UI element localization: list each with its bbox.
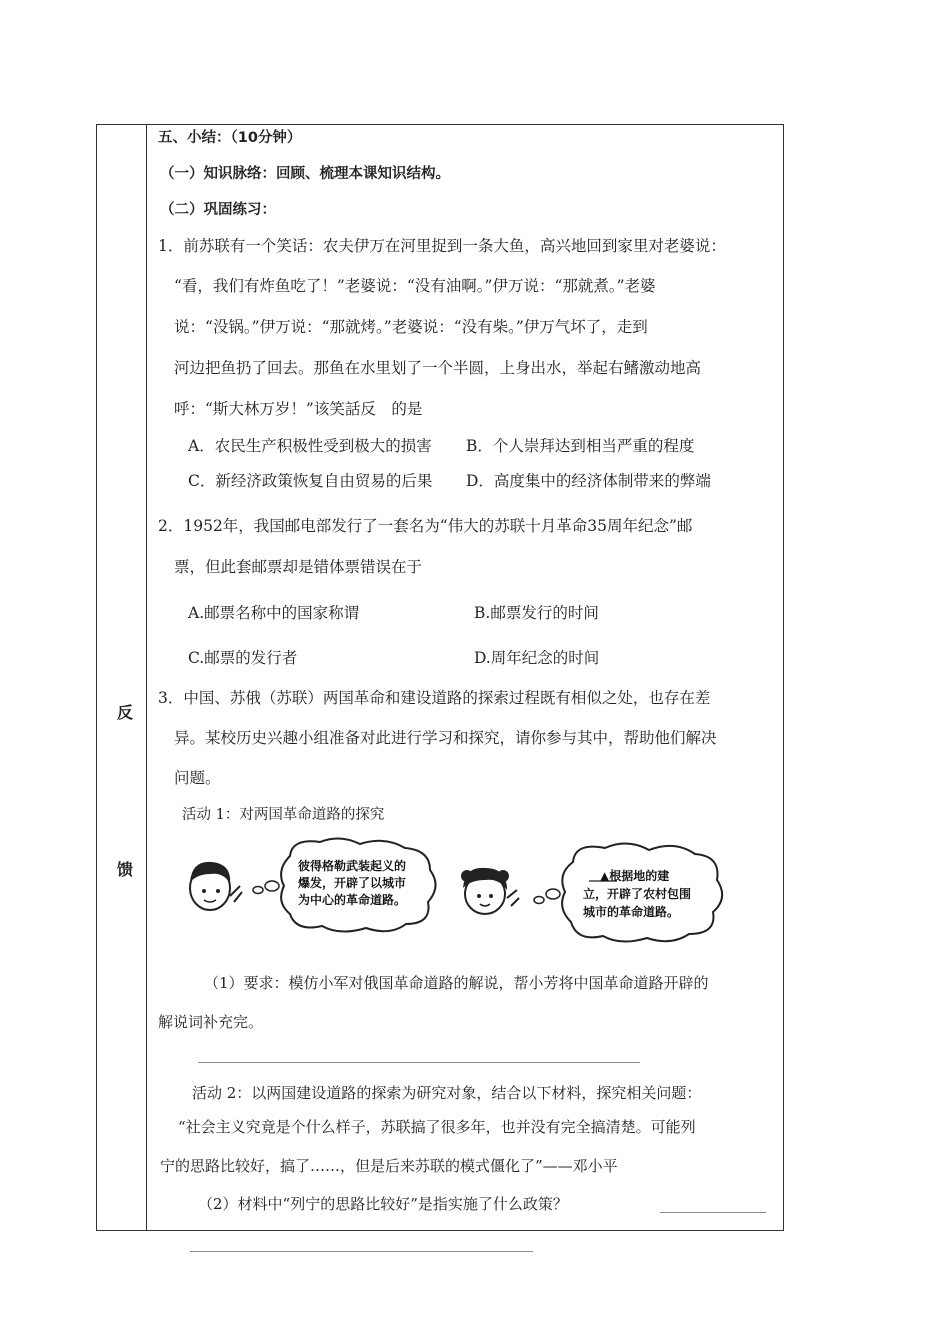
q3-line-1: 3．中国、苏俄（苏联）两国革命和建设道路的探索过程既有相似之处，也存在差	[158, 689, 711, 707]
bubble-2-line-3: 城市的革命道路。	[583, 905, 680, 919]
side-label-kui: 馈	[116, 860, 133, 879]
q1-option-c: C．新经济政策恢复自由贸易的后果	[188, 472, 433, 490]
q2-line-2: 票，但此套邮票却是错体票错误在于	[174, 558, 423, 576]
q1-option-b: B．个人崇拜达到相当严重的程度	[466, 437, 695, 455]
q1-line-1: 1．前苏联有一个笑话：农夫伊万在河里捉到一条大鱼，高兴地回到家里对老婆说：	[158, 237, 726, 255]
girl-illustration	[455, 836, 735, 946]
bubble-2-line-2: 立，开辟了农村包围	[583, 887, 692, 901]
q1-line-3: 说：“没锅。”伊万说：“那就烤。”老婆说：“没有柴。”伊万气坏了，走到	[174, 318, 648, 336]
q3-line-2: 异。某校历史兴趣小组准备对此进行学习和探究，请你参与其中，帮助他们解决	[174, 729, 717, 747]
q1-option-a: A．农民生产积极性受到极大的损害	[188, 437, 432, 455]
summary-title: 五、小结：（10分钟）	[158, 130, 302, 146]
q3-line-3: 问题。	[174, 769, 221, 787]
quote-line-1: “社会主义究竟是个什么样子，苏联搞了很多年，也并没有完全搞清楚。可能列	[178, 1118, 696, 1136]
bubble-1-line-1: 彼得格勒武装起义的	[298, 859, 407, 873]
column-divider	[146, 124, 147, 1231]
q2-option-d: D.周年纪念的时间	[474, 649, 600, 667]
side-label-fan: 反	[116, 703, 133, 722]
summary-practice: （二）巩固练习：	[160, 202, 276, 218]
q1-line-4: 河边把鱼扔了回去。那鱼在水里划了一个半圆，上身出水，举起右鳍激动地高	[174, 359, 702, 377]
activity-2-title: 活动 2：以两国建设道路的探索为研究对象，结合以下材料，探究相关问题：	[192, 1084, 702, 1102]
q2-option-b: B.邮票发行的时间	[474, 604, 599, 622]
q2-option-a: A.邮票名称中的国家称谓	[188, 604, 360, 622]
boy-illustration	[180, 836, 450, 936]
q1-option-d: D．高度集中的经济体制带来的弊端	[466, 472, 711, 490]
requirement-2: （2）材料中“列宁的思路比较好”是指实施了什么政策？	[198, 1195, 568, 1213]
q2-option-c: C.邮票的发行者	[188, 649, 298, 667]
requirement-1-line-1: （1）要求：模仿小军对俄国革命道路的解说，帮小芳将中国革命道路开辟的	[204, 974, 709, 992]
answer-line-1[interactable]	[198, 1062, 640, 1063]
summary-knowledge: （一）知识脉络：回顾、梳理本课知识结构。	[160, 166, 450, 182]
requirement-1-line-2: 解说词补充完。	[158, 1013, 264, 1031]
quote-line-2: 宁的思路比较好，搞了……，但是后来苏联的模式僵化了”——邓小平	[160, 1157, 618, 1175]
bubble-1-line-3: 为中心的革命道路。	[298, 893, 407, 907]
bubble-1-line-2: 爆发，开辟了以城市	[298, 876, 407, 890]
answer-line-2[interactable]	[660, 1212, 766, 1213]
q1-line-2: “看，我们有炸鱼吃了！”老婆说：“没有油啊。”伊万说：“那就煮。”老婆	[174, 277, 656, 295]
activity-1-title: 活动 1：对两国革命道路的探究	[182, 807, 385, 823]
q1-line-5: 呼：“斯大林万岁！”该笑話反 的是	[174, 400, 423, 418]
q2-line-1: 2．1952年，我国邮电部发行了一套名为“伟大的苏联十月革命35周年纪念”邮	[158, 517, 693, 535]
bubble-2-line-1: ▲根据地的建	[600, 869, 670, 883]
answer-line-3[interactable]	[190, 1251, 533, 1252]
